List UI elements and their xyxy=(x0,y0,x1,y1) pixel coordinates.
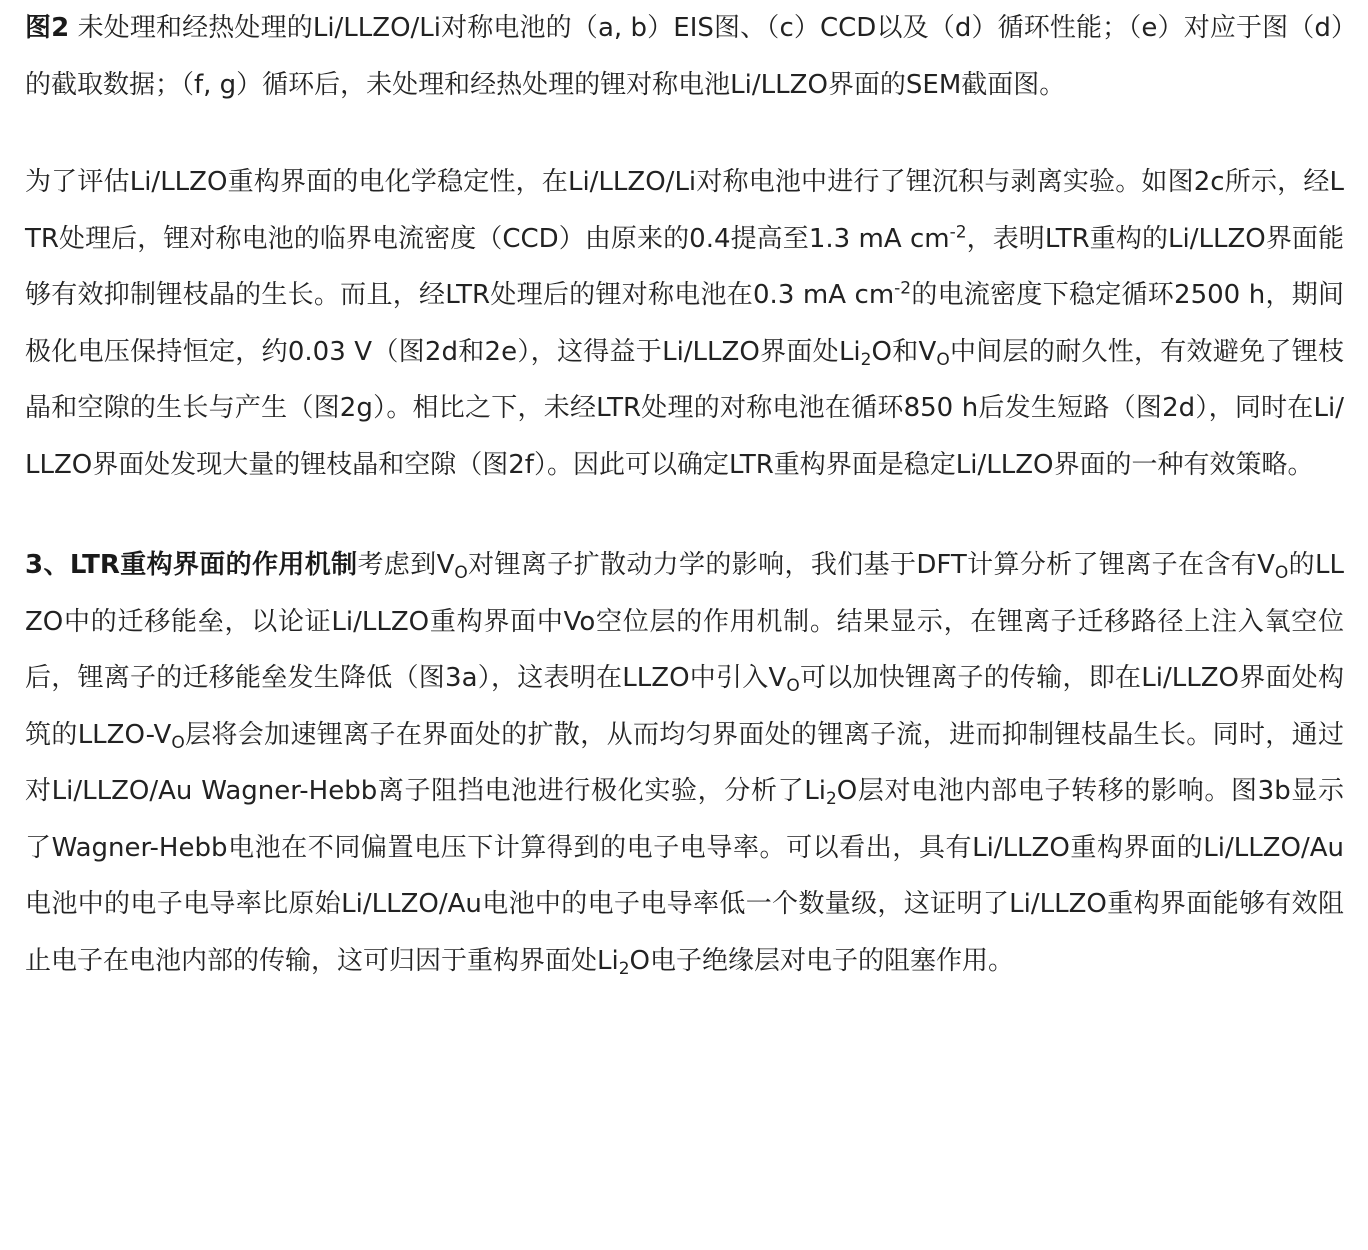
text-run: 的电流密度下稳定循环2500 h，期间极化电压保持恒定，约0.03 V（图2d和2e），这得益于Li/LLZO界面处Li xyxy=(25,280,1344,367)
subscript: O xyxy=(786,676,800,697)
text-run: O电子绝缘层对电子的阻塞作用。 xyxy=(629,945,1015,976)
text-run: 层将会加速锂离子在界面处的扩散，从而均匀界面处的锂离子流，进而抑制锂枝晶生长。同时，通过对Li/LLZO/Au Wagner-Hebb离子阻挡电池进行极化实验，分析了Li xyxy=(25,719,1344,806)
paragraph-stability xyxy=(25,154,1344,493)
section-heading: 3、LTR重构界面的作用机制 xyxy=(25,550,358,580)
subscript: 2 xyxy=(825,789,837,810)
text-run: 考虑到V xyxy=(357,550,455,580)
text-run: 中间层的耐久性，有效避免了锂枝晶和空隙的生长与产生（图2g）。相比之下，未经LTR处理的对称电池在循环850 h后发生短路（图2d），同时在Li/LLZO界面处发现大量的锂枝晶和空隙（图2f）。因此可以确定LTR重构界面是稳定Li/LLZO界面的一种有效策略。 xyxy=(25,336,1344,480)
superscript: -2 xyxy=(949,222,967,243)
text-run: 对锂离子扩散动力学的影响，我们基于DFT计算分析了锂离子在含有V xyxy=(467,550,1275,580)
subscript: 2 xyxy=(860,349,872,370)
superscript: -2 xyxy=(894,278,912,299)
figure-caption xyxy=(25,0,1344,114)
subscript: O xyxy=(936,349,950,370)
text-run: O层对电池内部电子转移的影响。图3b显示了Wagner-Hebb电池在不同偏置电压下计算得到的电子电导率。可以看出，具有Li/LLZO重构界面的Li/LLZO/Au电池中的电子电导率比原始Li/LLZO/Au电池中的电子电导率低一个数量级，这证明了Li/LLZO重构界面能够有效阻止电子在电池内部的传输，这可归因于重构界面处Li xyxy=(25,776,1344,976)
text-run: 为了评估Li/LLZO重构界面的电化学稳定性，在Li/LLZO/Li对称电池中进行了锂沉积与剥离实验。如图2c所示，经LTR处理后，锂对称电池的临界电流密度（CCD）由原来的0.4提高至1.3 mA cm xyxy=(25,167,1344,254)
subscript: 2 xyxy=(618,958,630,979)
figure-label: 图2 xyxy=(25,13,70,43)
subscript: O xyxy=(171,732,185,753)
caption-text: 未处理和经热处理的Li/LLZO/Li对称电池的（a, b）EIS图、（c）CCD以及（d）循环性能；（e）对应于图（d）的截取数据；（f, g）循环后，未处理和经热处理的锂对称电池Li/LLZO界面的SEM截面图。 xyxy=(25,13,1344,100)
text-run: 的LLZO中的迁移能垒，以论证Li/LLZO重构界面中Vo空位层的作用机制。结果显示，在锂离子迁移路径上注入氧空位后，锂离子的迁移能垒发生降低（图3a），这表明在LLZO中引入V xyxy=(25,550,1344,693)
text-run: 可以加快锂离子的传输，即在Li/LLZO界面处构筑的LLZO-V xyxy=(25,663,1345,750)
paragraph-mechanism xyxy=(25,537,1344,989)
text-run: ，表明LTR重构的Li/LLZO界面能够有效抑制锂枝晶的生长。而且，经LTR处理后的锂对称电池在0.3 mA cm xyxy=(25,223,1344,310)
subscript: O xyxy=(1274,563,1289,584)
subscript: O xyxy=(454,563,468,584)
text-run: O和V xyxy=(871,336,937,367)
